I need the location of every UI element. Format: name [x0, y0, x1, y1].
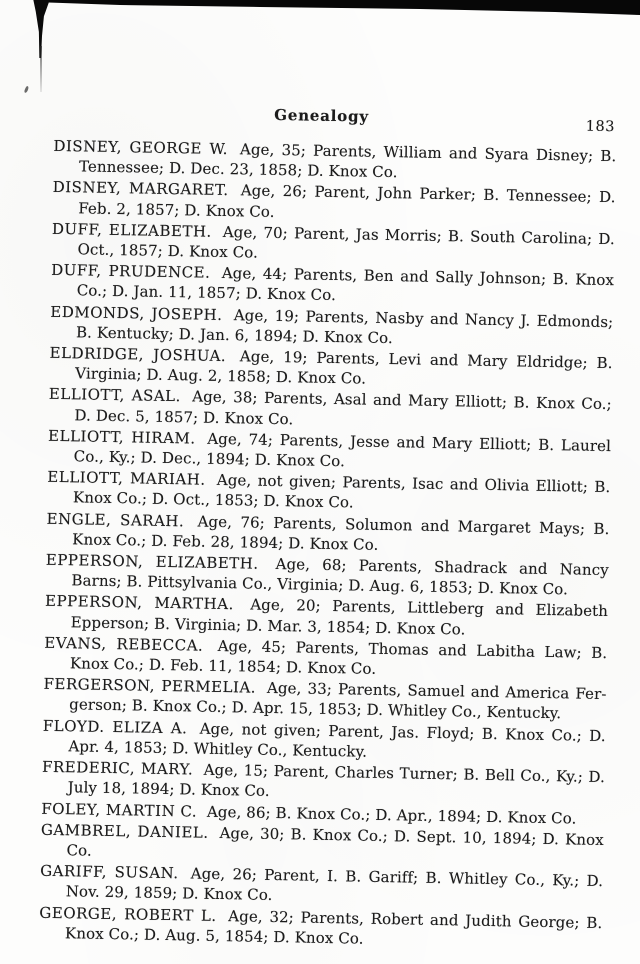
entry-detail: Age, 68; Parents, Shadrack and Nancy Barns; B. Pittsylvania Co., Virginia; D. Aug. 6, 1853; D. Knox Co. [71, 555, 609, 599]
entry-detail: Age, 76; Parents, Solumon and Margaret Mays; B. Knox Co.; D. Feb. 28, 1894; D. Knox Co. [72, 512, 610, 554]
page-number: 183 [585, 118, 616, 136]
entry-detail: Age, 35; Parents, William and Syara Disney; B. Tennessee; D. Dec. 23, 1858; D. Knox Co. [78, 140, 617, 182]
entry-detail: Age, 44; Parents, Ben and Sally Johnson; B. Knox Co.; D. Jan. 11, 1857; D. Knox Co. [76, 264, 615, 305]
entry-detail: Age, 45; Parents, Thomas and Labitha Law; B. Knox Co.; D. Feb. 11, 1854; D. Knox Co. [69, 636, 608, 678]
entry-detail: Age, 86; B. Knox Co.; D. Apr., 1894; D. Knox Co. [206, 802, 577, 828]
entry-detail: Age, 70; Parent, Jas Morris; B. South Carolina; D. Oct., 1857; D. Knox Co. [77, 222, 615, 262]
entry-name: ELLIOTT, ASAL. [48, 385, 182, 406]
entry-detail: Age, 19; Parents, Levi and Mary Eldridge; B. Virginia; D. Aug. 2, 1858; D. Knox Co. [75, 347, 613, 388]
entry-name: EPPERSON, ELIZABETH. [45, 550, 259, 573]
entry-name: GEORGE, ROBERT L. [39, 903, 217, 925]
entry-detail: Age, 26; Parent, I. B. Gariff; B. Whitley Co., Ky.; D. Nov. 29, 1859; D. Knox Co. [65, 864, 604, 905]
entry-name: EDMONDS, JOSEPH. [50, 302, 223, 324]
page-title: Genealogy [274, 105, 370, 126]
entry-detail: Age, 19; Parents, Nasby and Nancy J. Edmonds; B. Kentucky; D. Jan. 6, 1894; D. Knox Co. [75, 305, 614, 347]
entry-detail: Age, 33; Parents, Samuel and America Fergerson; B. Knox Co.; D. Apr. 15, 1853; D. Whitley Co., Kentucky. [69, 679, 607, 723]
entry-detail: Age, not given; Parent, Jas. Floyd; B. Knox Co.; D. Apr. 4, 1853; D. Whitley Co., Kentucky. [68, 719, 606, 761]
entry-detail: Age, 26; Parent, John Parker; B. Tennessee; D. Feb. 2, 1857; D. Knox Co. [78, 181, 616, 221]
entry-name: EVANS, REBECCA. [44, 633, 204, 655]
entry-name: DUFF, PRUDENCE. [51, 261, 211, 282]
entry-detail: Age, 38; Parents, Asal and Mary Elliott; B. Knox Co.; D. Dec. 5, 1857; D. Knox Co. [74, 387, 612, 428]
entry-detail: Age, 30; B. Knox Co.; D. Sept. 10, 1894; D. Knox Co. [66, 823, 604, 860]
entry-name: DUFF, ELIZABETH. [51, 219, 212, 241]
entry-name: GAMBREL, DANIEL. [40, 820, 209, 842]
entry-name: FREDERIC, MARY. [41, 757, 194, 779]
entry-name: EPPERSON, MARTHA. [44, 592, 234, 614]
entry-detail: Age, 32; Parents, Robert and Judith George; B. Knox Co.; D. Aug. 5, 1854; D. Knox Co. [64, 906, 603, 948]
entry-detail: Age, 74; Parents, Jesse and Mary Elliott; B. Laurel Co., Ky.; D. Dec., 1894; D. Knox Co. [73, 429, 612, 471]
entry-name: DISNEY, MARGARET. [52, 178, 229, 200]
entry-detail: Age, not given; Parents, Isac and Olivia Elliott; B. Knox Co.; D. Oct., 1853; D. Knox Co. [72, 471, 611, 512]
entry-name: FOLEY, MARTIN C. [41, 799, 198, 821]
entry-detail: Age, 20; Parents, Littleberg and Elizabeth Epperson; B. Virginia; D. Mar. 3, 1854; D. Knox Co. [70, 595, 609, 639]
entry-name: ENGLE, SARAH. [46, 509, 185, 530]
entry-detail: Age, 15; Parent, Charles Turner; B. Bell Co., Ky.; D. July 18, 1894; D. Knox Co. [67, 760, 606, 801]
entry-name: FLOYD. ELIZA A. [42, 716, 188, 738]
running-head [54, 102, 617, 136]
entry-name: DISNEY, GEORGE W. [53, 136, 229, 159]
entry-name: GARIFF, SUSAN. [39, 861, 179, 883]
entry-list [39, 136, 617, 954]
entry-name: ELLIOTT, HIRAM. [47, 426, 196, 448]
entry-name: FERGERSON, PERMELIA. [43, 675, 257, 697]
entry-name: ELDRIDGE, JOSHUA. [49, 343, 227, 366]
entry-name: ELLIOTT, MARIAH. [47, 468, 206, 489]
